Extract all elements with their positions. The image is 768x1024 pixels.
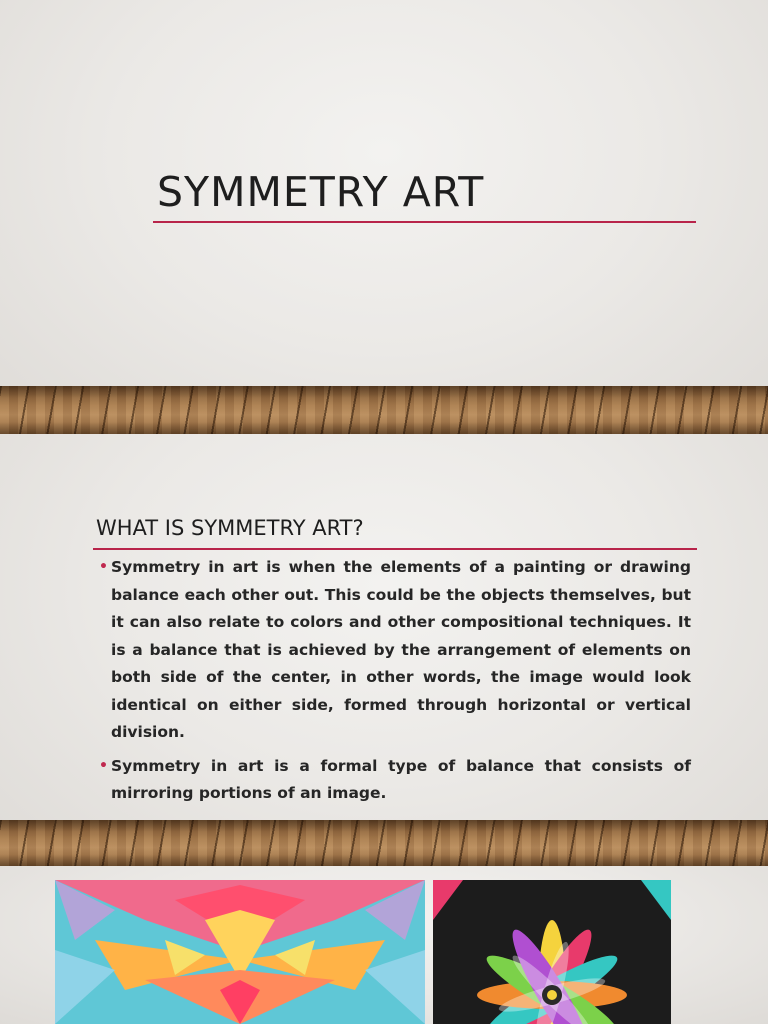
wood-floor-band	[0, 820, 768, 866]
title-underline	[153, 221, 696, 223]
bullet-dot-icon: •	[99, 559, 108, 575]
bullet-list	[99, 554, 691, 814]
content-slide	[0, 434, 768, 866]
kaleidoscope-flower-artwork-icon	[433, 880, 671, 1024]
title-slide	[0, 0, 768, 434]
bullet-item	[99, 753, 691, 808]
bullet-text: Symmetry in art is when the elements of a painting or drawing balance each other out. This could be the objects themselves, but it can also relate to colors and other compositional techniques. It is a balance that is achieved by the arrangement of elements on both side of the center, in other words, the image would look identical on either side, formed through horizontal or vertical division.	[111, 558, 691, 741]
heading-underline	[93, 548, 697, 550]
slide-title: SYMMETRY ART	[157, 168, 485, 216]
image-slide	[0, 866, 768, 1024]
bullet-item	[99, 554, 691, 747]
bullet-text: Symmetry in art is a formal type of balance that consists of mirroring portions of an image.	[111, 756, 691, 802]
geometric-symmetric-artwork-icon	[55, 880, 425, 1024]
bullet-dot-icon: •	[99, 757, 108, 774]
wood-floor-band	[0, 386, 768, 434]
content-heading: WHAT IS SYMMETRY ART?	[96, 516, 364, 540]
